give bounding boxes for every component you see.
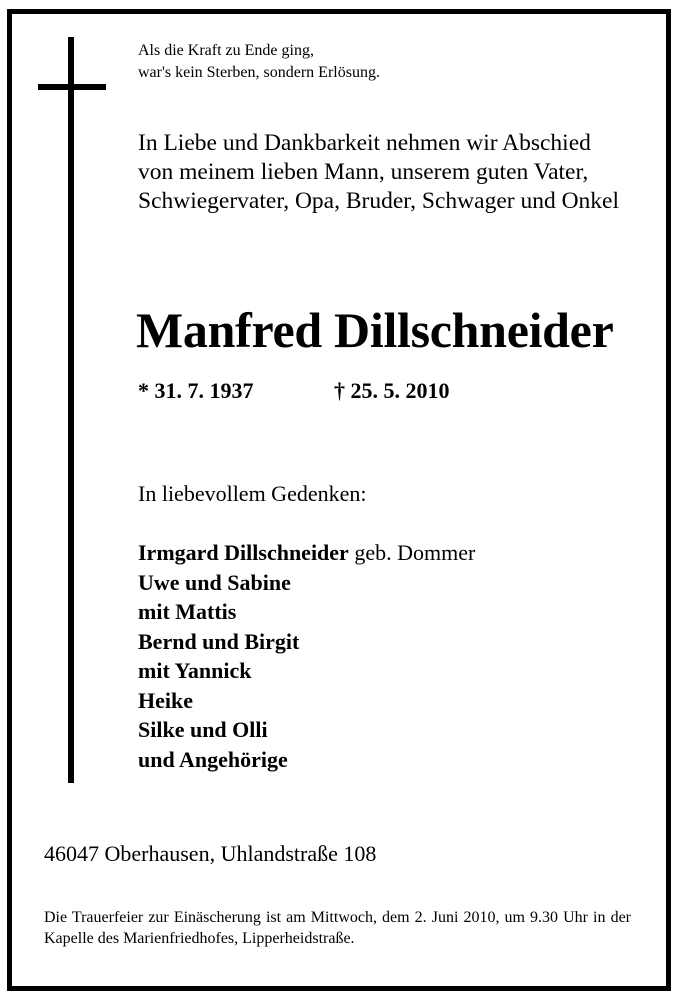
- motto-line: war's kein Sterben, sondern Erlösung.: [138, 64, 380, 81]
- intro-line: Schwiegervater, Opa, Bruder, Schwager und Onkel: [138, 188, 620, 214]
- maiden-name: geb. Dommer: [354, 540, 476, 565]
- farewell-intro: [138, 129, 619, 216]
- deceased-name: Manfred Dillschneider: [136, 302, 614, 358]
- mourner-name: Heike: [138, 687, 193, 713]
- intro-line: von meinem lieben Mann, unserem guten Vater,: [138, 159, 589, 185]
- birth-date: * 31. 7. 1937: [138, 378, 254, 403]
- mourner-entry: [138, 568, 475, 598]
- mourners-list: [138, 538, 475, 774]
- mourner-entry: [138, 745, 475, 775]
- mourner-name: Irmgard Dillschneider: [138, 540, 349, 565]
- mourner-entry: [138, 715, 475, 745]
- mourner-name: Silke und Olli: [138, 717, 268, 742]
- remembrance-heading: In liebevollem Gedenken:: [138, 481, 367, 506]
- family-address: 46047 Oberhausen, Uhlandstraße 108: [44, 841, 377, 866]
- cross-vertical-bar: [68, 37, 74, 783]
- funeral-notice: Die Trauerfeier zur Einäscherung ist am Mittwoch, dem 2. Juni 2010, um 9.30 Uhr in der Kapelle des Marienfriedhofes, Lipperheidstraße.: [44, 909, 631, 947]
- motto-verse: [138, 40, 380, 84]
- intro-line: In Liebe und Dankbarkeit nehmen wir Abschied: [138, 130, 591, 156]
- motto-line: Als die Kraft zu Ende ging,: [138, 42, 314, 59]
- mourner-entry: [138, 627, 475, 657]
- mourner-entry: [138, 686, 475, 716]
- mourner-name: mit Mattis: [138, 599, 237, 624]
- mourner-name: Bernd und Birgit: [138, 628, 300, 654]
- mourner-entry: [138, 597, 475, 627]
- mourner-entry: [138, 656, 475, 686]
- mourner-entry: [138, 538, 475, 568]
- cross-horizontal-bar: [38, 84, 106, 90]
- mourner-name: Uwe und Sabine: [138, 569, 291, 595]
- mourner-name: und Angehörige: [138, 746, 288, 772]
- mourner-name: mit Yannick: [138, 658, 252, 683]
- death-date: † 25. 5. 2010: [334, 378, 450, 403]
